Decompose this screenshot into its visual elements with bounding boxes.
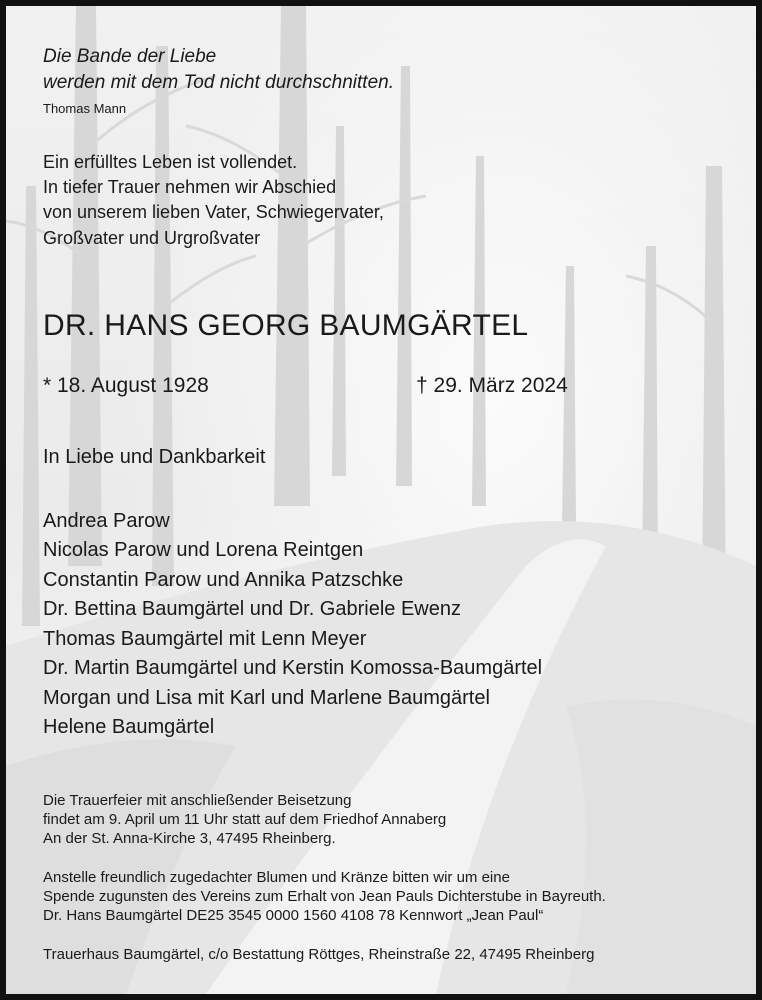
birth-date: * 18. August 1928	[43, 374, 209, 397]
intro-line-4: Großvater und Urgroßvater	[43, 228, 261, 248]
intro-line-1: Ein erfülltes Leben ist vollendet.	[43, 152, 298, 172]
donation-line-2: Spende zugunsten des Vereins zum Erhalt von Jean Pauls Dichterstube in Bayreuth.	[43, 888, 606, 905]
mourner-1: Andrea Parow	[43, 510, 170, 532]
death-date: † 29. März 2024	[416, 374, 568, 397]
quote-line-1: Die Bande der Liebe	[43, 46, 217, 67]
quote-line-2: werden mit dem Tod nicht durchschnitten.	[43, 72, 394, 93]
donation-line-1: Anstelle freundlich zugedachter Blumen und Kränze bitten wir um eine	[43, 869, 510, 886]
donation-line-3: Dr. Hans Baumgärtel DE25 3545 0000 1560 4108 78 Kennwort „Jean Paul“	[43, 907, 544, 924]
mourner-6: Dr. Martin Baumgärtel und Kerstin Komossa-Baumgärtel	[43, 657, 543, 679]
service-line-2: findet am 9. April um 11 Uhr statt auf dem Friedhof Annaberg	[43, 811, 447, 828]
service-line-1: Die Trauerfeier mit anschließender Beisetzung	[43, 792, 352, 809]
mourning-house-address: Trauerhaus Baumgärtel, c/o Bestattung Röttges, Rheinstraße 22, 47495 Rheinberg	[43, 946, 595, 963]
mourner-7: Morgan und Lisa mit Karl und Marlene Baumgärtel	[43, 687, 490, 709]
intro-line-3: von unserem lieben Vater, Schwiegervater,	[43, 202, 384, 222]
mourner-2: Nicolas Parow und Lorena Reintgen	[43, 539, 364, 561]
mourner-3: Constantin Parow und Annika Patzschke	[43, 569, 404, 591]
mourner-4: Dr. Bettina Baumgärtel und Dr. Gabriele Ewenz	[43, 598, 461, 620]
obituary-content	[6, 6, 756, 994]
mourner-8: Helene Baumgärtel	[43, 716, 215, 738]
thanks-line: In Liebe und Dankbarkeit	[43, 446, 266, 468]
mourner-5: Thomas Baumgärtel mit Lenn Meyer	[43, 628, 367, 650]
intro-line-2: In tiefer Trauer nehmen wir Abschied	[43, 177, 337, 197]
service-line-3: An der St. Anna-Kirche 3, 47495 Rheinberg.	[43, 830, 336, 847]
deceased-name: DR. HANS GEORG BAUMGÄRTEL	[43, 309, 529, 342]
quote-author: Thomas Mann	[43, 101, 127, 116]
